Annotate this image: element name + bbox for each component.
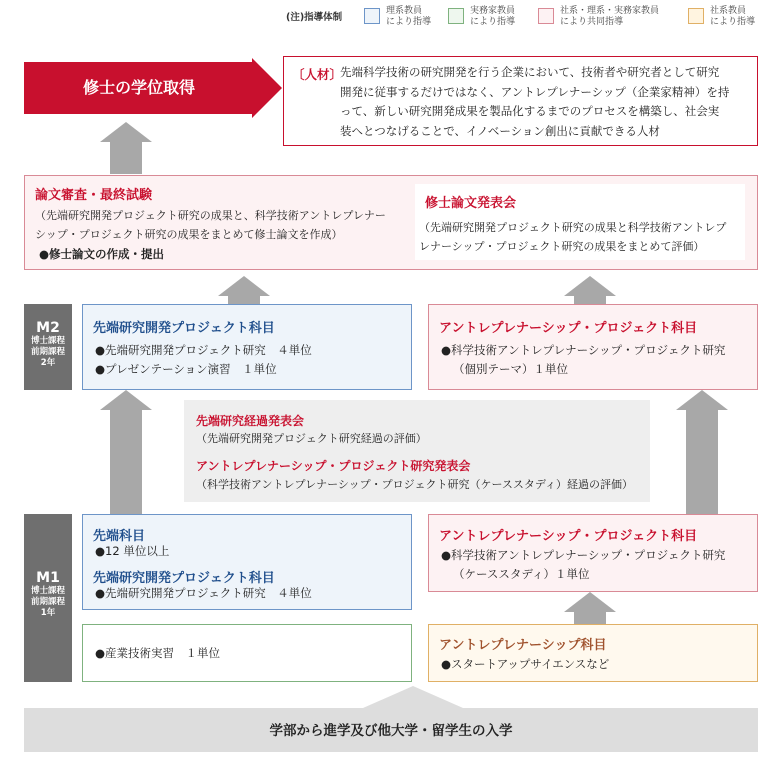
arrow-entry-to-m1	[363, 686, 463, 708]
m1-entrepreneurship-project-title: アントレプレナーシップ・プロジェクト科目	[439, 529, 698, 544]
m1-entrepreneurship-subjects-item: ●スタートアップサイエンスなど	[441, 657, 610, 671]
legend-label-joint: 社系・理系・実務家教員 により共同指導	[560, 6, 660, 27]
m1-advanced-project-title: 先端研究開発プロジェクト科目	[93, 571, 275, 586]
m2-advanced-project-items: ●先端研究開発プロジェクト研究 ４単位 ●プレゼンテーション演習 １単位	[95, 343, 312, 376]
midterm-desc-entrepreneurship: （科学技術アントレプレナーシップ・プロジェクト研究（ケーススタディ）経過の評価）	[196, 478, 634, 491]
m1-year-label: M1 博士課程 前期課程 1年	[24, 514, 72, 682]
thesis-presentation-title: 修士論文発表会	[425, 196, 517, 211]
m2-year-label: M2 博士課程 前期課程 2年	[24, 304, 72, 390]
arrow-m1-left-to-m2	[100, 390, 152, 514]
m1-entrepreneurship-subjects-title: アントレプレナーシップ科目	[439, 638, 607, 653]
m1-advanced-subjects-box	[82, 514, 412, 610]
m1-advanced-subjects-item: ●12 単位以上	[95, 544, 170, 558]
entry-bar	[24, 708, 758, 752]
m1-industrial-practice-box	[82, 624, 412, 682]
thesis-box	[24, 175, 758, 270]
m2-advanced-project-box	[82, 304, 412, 390]
m1-entrepreneurship-subjects-box	[428, 624, 758, 682]
thesis-bullet: ●修士論文の作成・提出	[39, 247, 165, 261]
legend-label-science: 理系教員 により指導	[386, 6, 432, 27]
m1-industrial-practice-item: ●産業技術実習 １単位	[95, 646, 221, 660]
legend-title: (注)指導体制	[286, 12, 343, 23]
midterm-desc-advanced: （先端研究開発プロジェクト研究経過の評価）	[196, 432, 427, 445]
thesis-presentation-box	[415, 184, 745, 260]
m1-entrepreneurship-project-box	[428, 514, 758, 592]
thesis-title: 論文審査・最終試験	[35, 188, 153, 203]
m2-entrepreneurship-project-title: アントレプレナーシップ・プロジェクト科目	[439, 321, 698, 336]
thesis-description: （先端研究開発プロジェクト研究の成果と、科学技術アントレプレナー シップ・プロジェクト研究の成果をまとめて修士論文を作成）	[35, 209, 386, 241]
arrow-entrepreneurship-to-project	[564, 592, 616, 626]
m2-entrepreneurship-project-box	[428, 304, 758, 390]
thesis-presentation-description: （先端研究開発プロジェクト研究の成果と科学技術アントレプ レナーシップ・プロジェクト研究の成果をまとめて評価）	[419, 221, 727, 253]
degree-label: 修士の学位取得	[82, 78, 195, 97]
midterm-box	[184, 400, 650, 502]
midterm-title-entrepreneurship: アントレプレナーシップ・プロジェクト研究発表会	[196, 459, 471, 473]
legend-label-practitioner: 実務家教員 により指導	[470, 6, 516, 27]
m1-advanced-project-item: ●先端研究開発プロジェクト研究 ４単位	[95, 586, 312, 600]
arrow-thesis-to-degree	[100, 122, 152, 174]
legend-swatch-social	[688, 8, 704, 24]
legend	[240, 0, 780, 32]
m2-advanced-project-title: 先端研究開発プロジェクト科目	[93, 321, 275, 336]
m1-advanced-subjects-title: 先端科目	[93, 529, 146, 544]
legend-swatch-joint	[538, 8, 554, 24]
talent-description: 先端科学技術の研究開発を行う企業において、技術者や研究者として研究 開発に従事するだけではなく、アントレプレナーシップ（企業家精神）を持 って、新しい研究開発成果を製品化するまでのプロセスを構築し、社会実 装へとつなげることで、イノベーション創出に貢献できる人材	[340, 65, 730, 138]
arrow-m1-right-to-m2	[676, 390, 728, 514]
talent-tag: 〔人材〕	[292, 67, 343, 82]
legend-label-social: 社系教員 により指導	[710, 6, 756, 27]
legend-swatch-science	[364, 8, 380, 24]
m2-entrepreneurship-project-items: ●科学技術アントレプレナーシップ・プロジェクト研究 （個別テーマ）１単位	[441, 343, 726, 376]
m1-entrepreneurship-project-items: ●科学技術アントレプレナーシップ・プロジェクト研究 （ケーススタディ）１単位	[441, 548, 726, 581]
legend-swatch-practitioner	[448, 8, 464, 24]
entry-label: 学部から進学及び他大学・留学生の入学	[269, 723, 513, 739]
midterm-title-advanced: 先端研究経過発表会	[196, 414, 305, 428]
talent-box	[283, 56, 758, 146]
